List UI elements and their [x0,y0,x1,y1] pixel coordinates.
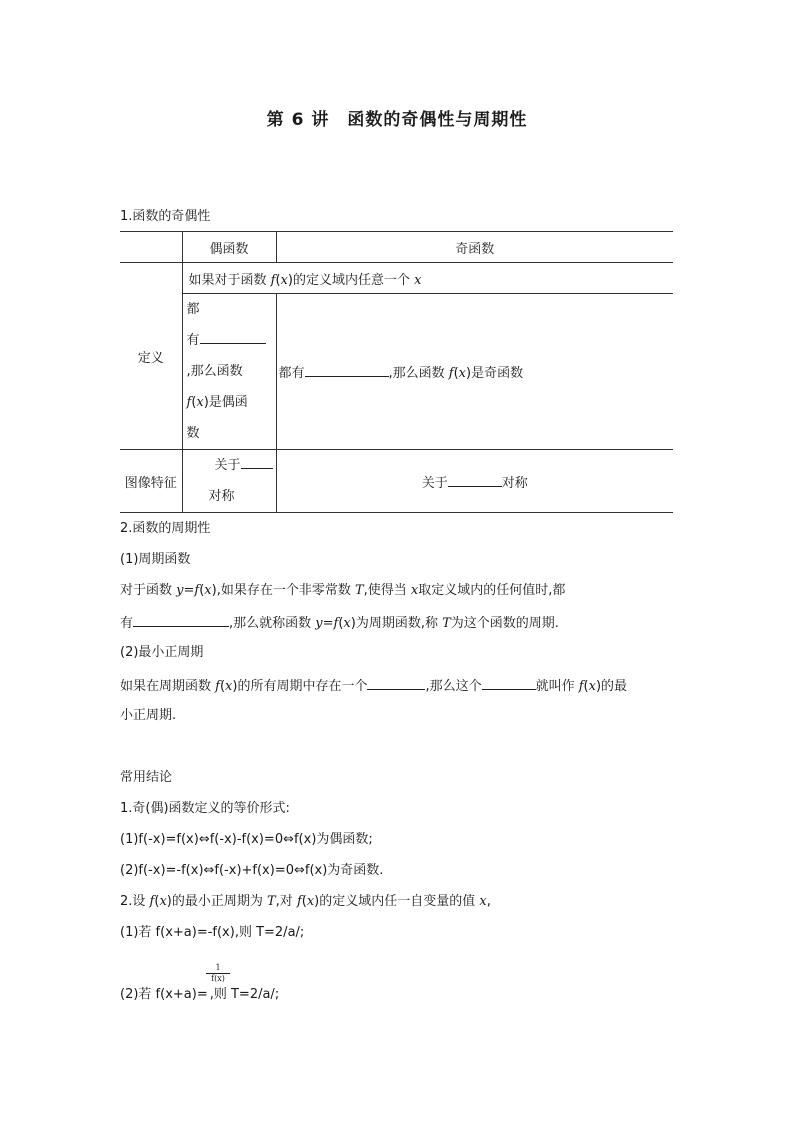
blank-odd-symmetry[interactable] [448,474,502,487]
conclusion-2-1: (1)若 f(x+a)=-f(x),则 T=2/a/; [120,925,305,940]
page-title: 第 6 讲 函数的奇偶性与周期性 [266,110,528,130]
blank-min-period-2[interactable] [482,677,536,690]
definition-even: 都 有 ,那么函数 f(x)是偶函 数 [182,294,276,450]
subheading-periodic-function: (1)周期函数 [120,552,191,567]
conclusion-1-1: (1)f(-x)=f(x)⇔f(-x)-f(x)=0⇔f(x)为偶函数; [120,832,373,847]
conclusion-1-2: (2)f(-x)=-f(x)⇔f(-x)+f(x)=0⇔f(x)为奇函数. [120,863,384,878]
graph-even: 关于 对称 [182,450,276,513]
conclusion-2: 2.设 f(x)的最小正周期为 T,对 f(x)的定义域内任一自变量的值 x, [120,894,491,909]
section-heading-periodicity: 2.函数的周期性 [120,521,211,536]
blank-even-condition[interactable] [200,331,266,344]
blank-period-condition[interactable] [133,614,229,627]
blank-min-period-1[interactable] [367,677,425,690]
section-heading-conclusions: 常用结论 [120,770,173,785]
blank-odd-condition[interactable] [305,364,389,377]
header-odd: 奇函数 [276,232,673,263]
definition-odd: 都有 ,那么函数 f(x)是奇函数 [276,294,673,450]
paragraph-periodic-1: 对于函数 y=f(x),如果存在一个非零常数 T,使得当 x取定义域内的任何值时,都 [120,583,566,598]
graph-odd: 关于 对称 [276,450,673,513]
fraction-one-over-fx: $\frac{1}{f(x)}$ [206,963,230,984]
parity-table [120,231,673,513]
blank-even-symmetry[interactable] [241,456,273,469]
section-heading-parity: 1.函数的奇偶性 [120,209,211,224]
paragraph-periodic-2: 有 ,那么就称函数 y=f(x)为周期函数,称 T为这个函数的周期. [120,616,559,631]
row-label-definition: 定义 [120,263,182,450]
conclusion-1: 1.奇(偶)函数定义的等价形式: [120,801,290,816]
header-even: 偶函数 [182,232,276,263]
paragraph-min-period-2: 小正周期. [120,708,177,723]
table-corner-cell [120,232,182,263]
conclusion-2-2: (2)若 f(x+a)= ,则 T=2/a/; [120,987,280,1002]
subheading-min-period: (2)最小正周期 [120,645,204,660]
paragraph-min-period-1: 如果在周期函数 f(x)的所有周期中存在一个 ,那么这个 就叫作 f(x)的最 [120,679,628,694]
row-label-graph: 图像特征 [120,450,182,513]
definition-common: 如果对于函数 f(x)的定义域内任意一个 x [182,263,673,294]
